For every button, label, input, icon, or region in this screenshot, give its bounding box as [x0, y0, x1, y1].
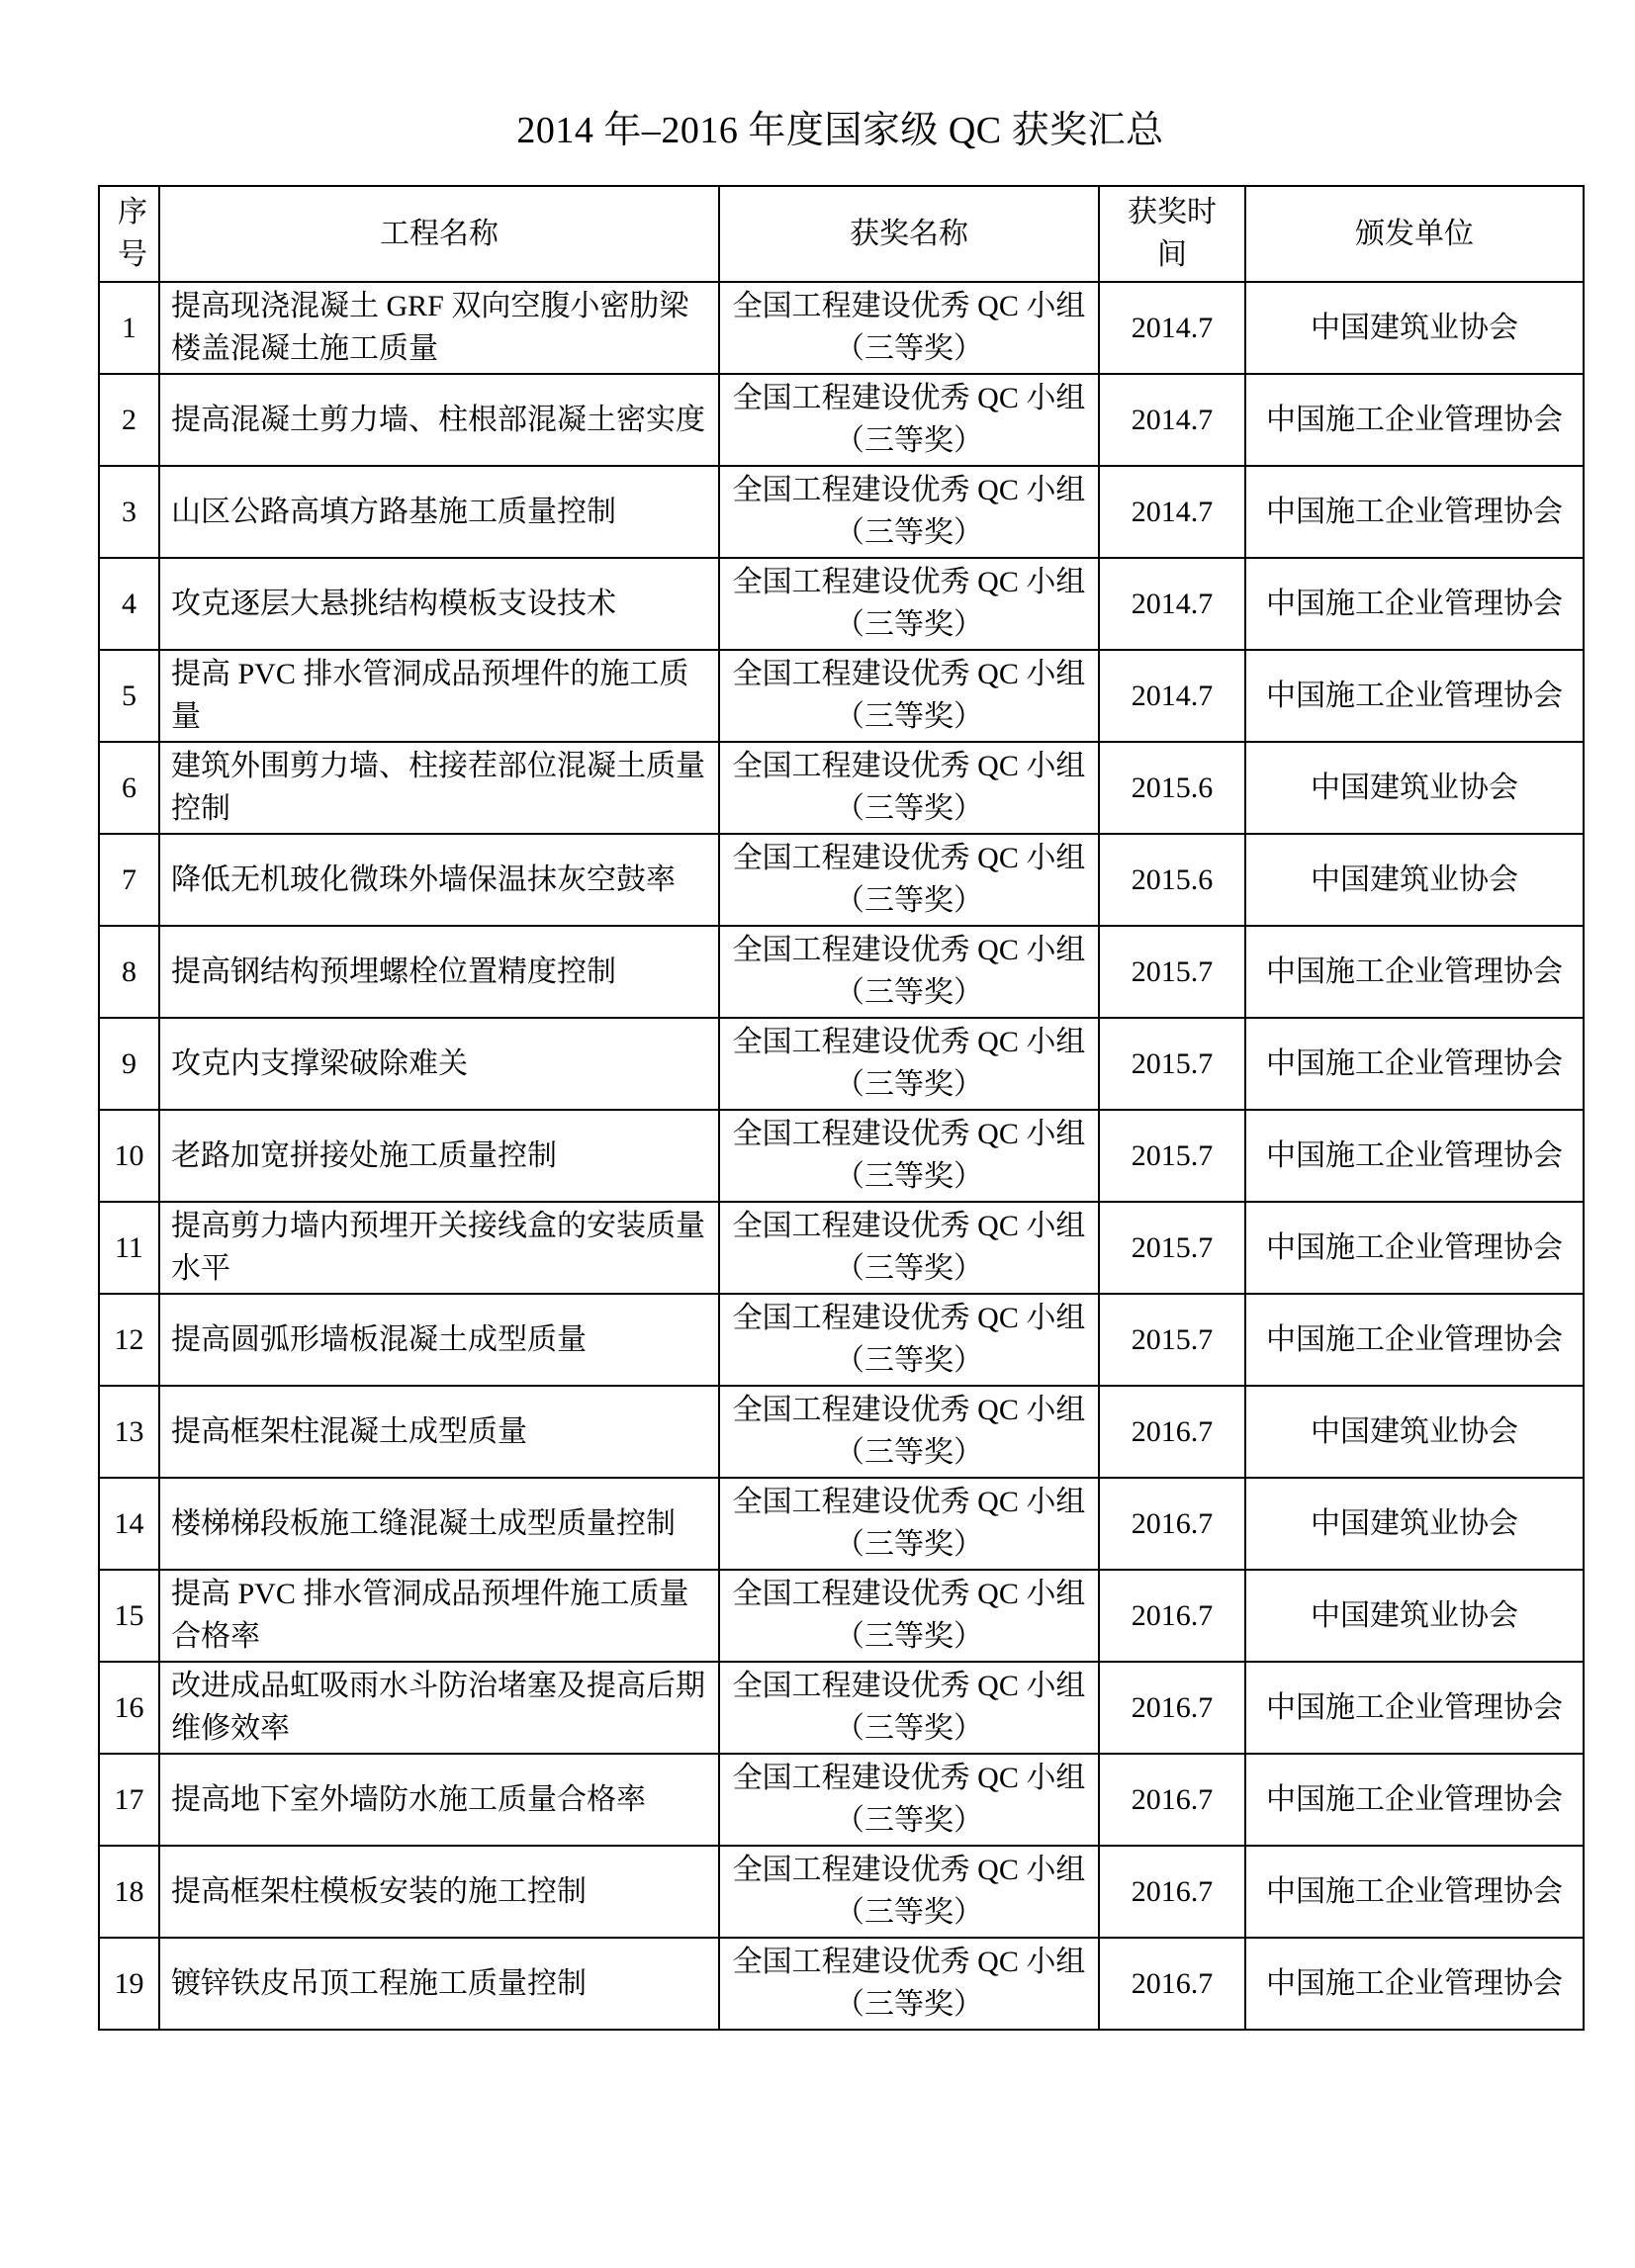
row-index-cell: 9: [99, 1018, 159, 1110]
award-table-body: [99, 282, 1584, 2030]
award-name-line2: （三等奖）: [835, 1344, 983, 1378]
award-name-line1: 全国工程建设优秀 QC 小组: [732, 1485, 1086, 1518]
issuing-unit-cell: 中国施工企业管理协会: [1245, 1294, 1584, 1386]
award-name-cell: [719, 1846, 1099, 1938]
award-name-cell: [719, 834, 1099, 926]
award-name-line1: 全国工程建设优秀 QC 小组: [732, 657, 1086, 690]
award-name-line1: 全国工程建设优秀 QC 小组: [732, 1117, 1086, 1150]
award-name-line2: （三等奖）: [835, 608, 983, 642]
award-table-header: [99, 186, 1584, 282]
award-name-cell: [719, 742, 1099, 834]
table-row: [99, 1570, 1584, 1662]
award-name-cell: [719, 1110, 1099, 1202]
issuing-unit-cell: 中国施工企业管理协会: [1245, 374, 1584, 466]
award-name-line1: 全国工程建设优秀 QC 小组: [732, 1209, 1086, 1242]
issuing-unit-cell: 中国施工企业管理协会: [1245, 1938, 1584, 2030]
table-row: [99, 834, 1584, 926]
award-time-cell: 2014.7: [1099, 650, 1245, 742]
row-index-cell: 19: [99, 1938, 159, 2030]
award-name-line2: （三等奖）: [835, 1896, 983, 1930]
award-time-cell: 2016.7: [1099, 1570, 1245, 1662]
document-page: [0, 112, 1635, 2268]
project-name-cell: 建筑外围剪力墙、柱接茬部位混凝土质量控制: [159, 742, 719, 834]
award-name-line2: （三等奖）: [835, 1988, 983, 2022]
table-row: [99, 1478, 1584, 1570]
issuing-unit-cell: 中国建筑业协会: [1245, 742, 1584, 834]
row-index-cell: 7: [99, 834, 159, 926]
issuing-unit-cell: 中国施工企业管理协会: [1245, 1018, 1584, 1110]
row-index-cell: 2: [99, 374, 159, 466]
table-row: [99, 282, 1584, 374]
project-name-cell: 提高钢结构预埋螺栓位置精度控制: [159, 926, 719, 1018]
table-row: [99, 466, 1584, 558]
row-index-cell: 16: [99, 1662, 159, 1754]
award-time-cell: 2016.7: [1099, 1938, 1245, 2030]
award-time-cell: 2016.7: [1099, 1846, 1245, 1938]
issuing-unit-cell: 中国施工企业管理协会: [1245, 466, 1584, 558]
table-row: [99, 1110, 1584, 1202]
award-name-line2: （三等奖）: [835, 332, 983, 366]
award-name-cell: [719, 282, 1099, 374]
award-name-cell: [719, 1754, 1099, 1846]
row-index-cell: 8: [99, 926, 159, 1018]
award-name-line2: （三等奖）: [835, 884, 983, 918]
issuing-unit-cell: 中国施工企业管理协会: [1245, 650, 1584, 742]
project-name-cell: 老路加宽拼接处施工质量控制: [159, 1110, 719, 1202]
award-time-cell: 2015.7: [1099, 1294, 1245, 1386]
award-name-cell: [719, 1662, 1099, 1754]
award-time-cell: 2016.7: [1099, 1754, 1245, 1846]
row-index-cell: 3: [99, 466, 159, 558]
award-name-line2: （三等奖）: [835, 1804, 983, 1838]
project-name-cell: 改进成品虹吸雨水斗防治堵塞及提高后期维修效率: [159, 1662, 719, 1754]
col-header-award: 获奖名称: [719, 186, 1099, 282]
col-header-index: 序号: [99, 186, 159, 282]
issuing-unit-cell: 中国建筑业协会: [1245, 1386, 1584, 1478]
row-index-cell: 11: [99, 1202, 159, 1294]
award-name-cell: [719, 650, 1099, 742]
award-time-cell: 2014.7: [1099, 282, 1245, 374]
project-name-cell: 攻克内支撑梁破除难关: [159, 1018, 719, 1110]
award-time-cell: 2015.7: [1099, 1202, 1245, 1294]
row-index-cell: 17: [99, 1754, 159, 1846]
award-time-cell: 2016.7: [1099, 1478, 1245, 1570]
award-name-line2: （三等奖）: [835, 1528, 983, 1562]
project-name-cell: 提高混凝土剪力墙、柱根部混凝土密实度: [159, 374, 719, 466]
project-name-cell: 降低无机玻化微珠外墙保温抹灰空鼓率: [159, 834, 719, 926]
issuing-unit-cell: 中国建筑业协会: [1245, 834, 1584, 926]
row-index-cell: 18: [99, 1846, 159, 1938]
award-time-cell: 2014.7: [1099, 558, 1245, 650]
issuing-unit-cell: 中国建筑业协会: [1245, 1570, 1584, 1662]
table-row: [99, 742, 1584, 834]
table-row: [99, 926, 1584, 1018]
award-time-cell: 2015.6: [1099, 834, 1245, 926]
row-index-cell: 10: [99, 1110, 159, 1202]
award-name-line2: （三等奖）: [835, 1160, 983, 1194]
project-name-cell: 提高框架柱模板安装的施工控制: [159, 1846, 719, 1938]
award-time-cell: 2015.6: [1099, 742, 1245, 834]
issuing-unit-cell: 中国施工企业管理协会: [1245, 1846, 1584, 1938]
award-name-line1: 全国工程建设优秀 QC 小组: [732, 1669, 1086, 1702]
award-name-line2: （三等奖）: [835, 1252, 983, 1286]
row-index-cell: 5: [99, 650, 159, 742]
award-name-cell: [719, 1294, 1099, 1386]
award-name-line1: 全国工程建设优秀 QC 小组: [732, 1945, 1086, 1978]
award-name-cell: [719, 1938, 1099, 2030]
award-name-line1: 全国工程建设优秀 QC 小组: [732, 749, 1086, 782]
project-name-cell: 提高地下室外墙防水施工质量合格率: [159, 1754, 719, 1846]
issuing-unit-cell: 中国建筑业协会: [1245, 1478, 1584, 1570]
table-row: [99, 1846, 1584, 1938]
award-time-cell: 2016.7: [1099, 1662, 1245, 1754]
project-name-cell: 提高框架柱混凝土成型质量: [159, 1386, 719, 1478]
issuing-unit-cell: 中国建筑业协会: [1245, 282, 1584, 374]
issuing-unit-cell: 中国施工企业管理协会: [1245, 1662, 1584, 1754]
project-name-cell: 攻克逐层大悬挑结构模板支设技术: [159, 558, 719, 650]
issuing-unit-cell: 中国施工企业管理协会: [1245, 558, 1584, 650]
award-name-line2: （三等奖）: [835, 1068, 983, 1102]
row-index-cell: 13: [99, 1386, 159, 1478]
row-index-cell: 15: [99, 1570, 159, 1662]
header-row: [99, 186, 1584, 282]
project-name-cell: 山区公路高填方路基施工质量控制: [159, 466, 719, 558]
table-row: [99, 374, 1584, 466]
award-name-cell: [719, 374, 1099, 466]
award-name-line1: 全国工程建设优秀 QC 小组: [732, 565, 1086, 598]
award-name-line2: （三等奖）: [835, 424, 983, 458]
award-name-line1: 全国工程建设优秀 QC 小组: [732, 1853, 1086, 1886]
award-name-cell: [719, 558, 1099, 650]
row-index-cell: 1: [99, 282, 159, 374]
award-time-cell: 2015.7: [1099, 926, 1245, 1018]
project-name-cell: 楼梯梯段板施工缝混凝土成型质量控制: [159, 1478, 719, 1570]
table-row: [99, 1754, 1584, 1846]
award-name-cell: [719, 1386, 1099, 1478]
award-name-line2: （三等奖）: [835, 700, 983, 734]
award-name-line1: 全国工程建设优秀 QC 小组: [732, 1761, 1086, 1794]
table-row: [99, 558, 1584, 650]
project-name-cell: 提高 PVC 排水管洞成品预埋件施工质量合格率: [159, 1570, 719, 1662]
table-row: [99, 1662, 1584, 1754]
award-name-line1: 全国工程建设优秀 QC 小组: [732, 1025, 1086, 1058]
award-name-line1: 全国工程建设优秀 QC 小组: [732, 1393, 1086, 1426]
issuing-unit-cell: 中国施工企业管理协会: [1245, 1754, 1584, 1846]
table-row: [99, 1018, 1584, 1110]
award-name-cell: [719, 1202, 1099, 1294]
award-name-cell: [719, 1478, 1099, 1570]
award-name-line2: （三等奖）: [835, 976, 983, 1010]
issuing-unit-cell: 中国施工企业管理协会: [1245, 926, 1584, 1018]
table-row: [99, 1938, 1584, 2030]
col-header-project: 工程名称: [159, 186, 719, 282]
award-name-cell: [719, 1018, 1099, 1110]
award-name-line2: （三等奖）: [835, 792, 983, 826]
award-time-cell: 2015.7: [1099, 1018, 1245, 1110]
award-name-cell: [719, 1570, 1099, 1662]
award-name-line1: 全国工程建设优秀 QC 小组: [732, 841, 1086, 874]
award-name-line2: （三等奖）: [835, 1436, 983, 1470]
award-time-cell: 2016.7: [1099, 1386, 1245, 1478]
award-name-line1: 全国工程建设优秀 QC 小组: [732, 1577, 1086, 1610]
col-header-time: 获奖时间: [1099, 186, 1245, 282]
issuing-unit-cell: 中国施工企业管理协会: [1245, 1110, 1584, 1202]
project-name-cell: 镀锌铁皮吊顶工程施工质量控制: [159, 1938, 719, 2030]
table-row: [99, 1386, 1584, 1478]
award-time-cell: 2014.7: [1099, 466, 1245, 558]
row-index-cell: 12: [99, 1294, 159, 1386]
award-name-line2: （三等奖）: [835, 1620, 983, 1654]
award-time-cell: 2014.7: [1099, 374, 1245, 466]
award-name-line1: 全国工程建设优秀 QC 小组: [732, 933, 1086, 966]
issuing-unit-cell: 中国施工企业管理协会: [1245, 1202, 1584, 1294]
award-name-cell: [719, 466, 1099, 558]
award-name-line1: 全国工程建设优秀 QC 小组: [732, 1301, 1086, 1334]
project-name-cell: 提高现浇混凝土 GRF 双向空腹小密肋梁楼盖混凝土施工质量: [159, 282, 719, 374]
row-index-cell: 6: [99, 742, 159, 834]
row-index-cell: 4: [99, 558, 159, 650]
award-name-line1: 全国工程建设优秀 QC 小组: [732, 289, 1086, 322]
award-name-cell: [719, 926, 1099, 1018]
award-table: [98, 185, 1585, 2031]
col-header-unit: 颁发单位: [1245, 186, 1584, 282]
award-name-line1: 全国工程建设优秀 QC 小组: [732, 381, 1086, 414]
award-name-line2: （三等奖）: [835, 1712, 983, 1746]
table-row: [99, 1294, 1584, 1386]
award-name-line1: 全国工程建设优秀 QC 小组: [732, 473, 1086, 506]
project-name-cell: 提高剪力墙内预埋开关接线盒的安装质量水平: [159, 1202, 719, 1294]
award-name-line2: （三等奖）: [835, 516, 983, 550]
table-row: [99, 1202, 1584, 1294]
award-time-cell: 2015.7: [1099, 1110, 1245, 1202]
row-index-cell: 14: [99, 1478, 159, 1570]
project-name-cell: 提高圆弧形墙板混凝土成型质量: [159, 1294, 719, 1386]
project-name-cell: 提高 PVC 排水管洞成品预埋件的施工质量: [159, 650, 719, 742]
page-title: 2014 年–2016 年度国家级 QC 获奖汇总: [516, 110, 1164, 151]
table-row: [99, 650, 1584, 742]
